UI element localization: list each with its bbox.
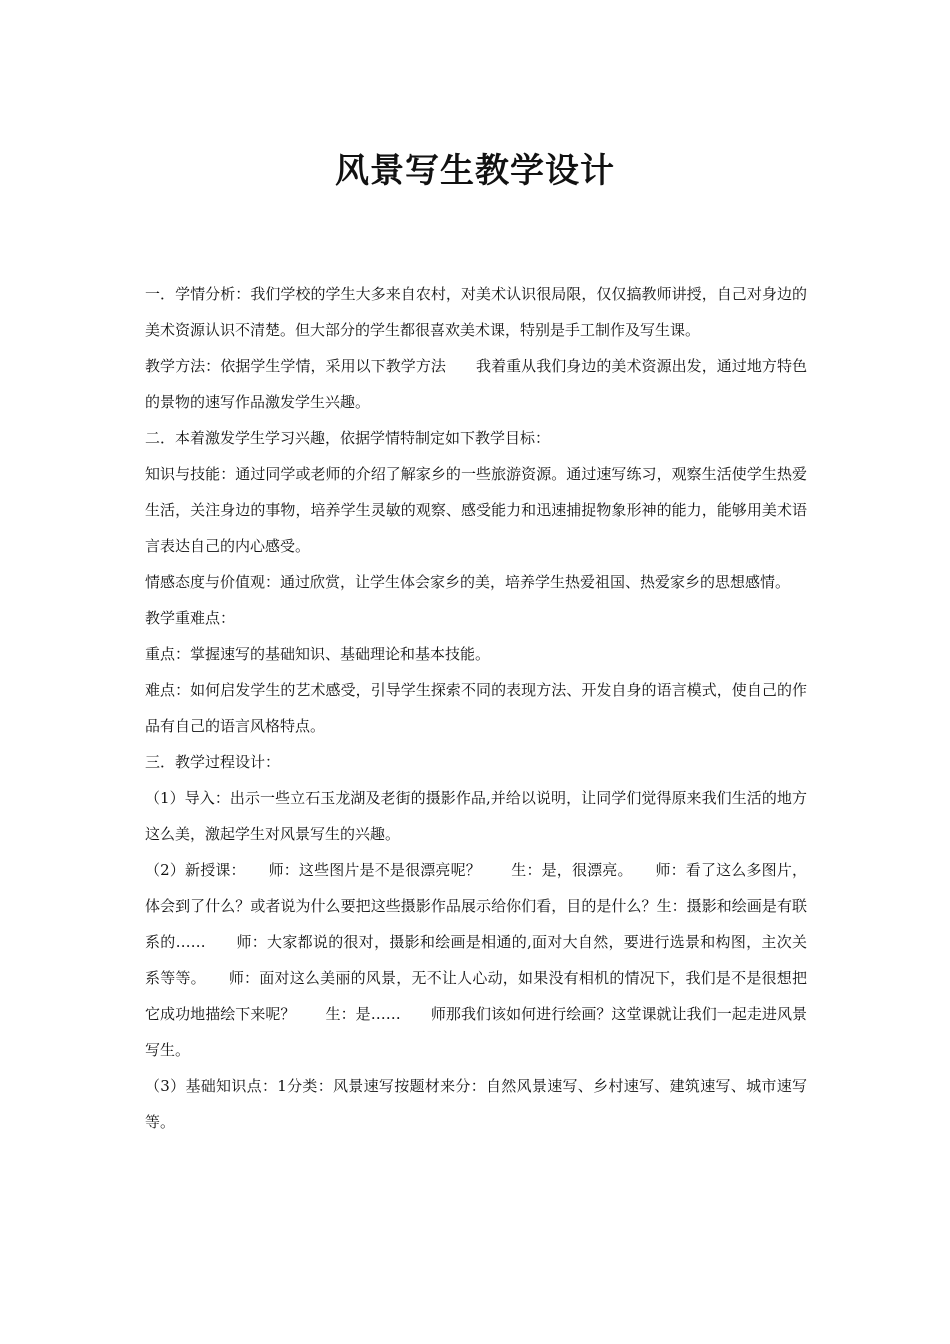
document-title: 风景写生教学设计 <box>335 151 615 191</box>
paragraph-new-lesson: （2）新授课： 师：这些图片是不是很漂亮呢？ 生：是，很漂亮。 师：看了这么多图片，体会到了什么？或者说为什么要把这些摄影作品展示给你们看，目的是什么？生：摄影和绘画是有联系的…… 师：大家都说的很对，摄影和绘画是相通的,面对大自然，要进行选景和构图，主次关系等等。 师：面对这么美丽的风景，无不让人心动，如果没有相机的情况下，我们是不是很想把它成功地描绘下来呢？ 生：是…… 师那我们该如何进行绘画？这堂课就让我们一起走进风景写生。 <box>145 861 807 1059</box>
paragraph-teaching-method: 教学方法：依据学生学情，采用以下教学方法 我着重从我们身边的美术资源出发，通过地方特色的景物的速写作品激发学生兴趣。 <box>145 357 807 411</box>
paragraph-key-points-heading: 教学重难点： <box>145 609 236 627</box>
paragraph-key-point: 重点：掌握速写的基础知识、基础理论和基本技能。 <box>145 645 491 663</box>
paragraph-basic-knowledge: （3）基础知识点：1分类：风景速写按题材来分：自然风景速写、乡村速写、建筑速写、城市速写等。 <box>145 1077 807 1131</box>
paragraph-goals-heading: 二．本着激发学生学习兴趣，依据学情特制定如下教学目标： <box>145 429 551 447</box>
paragraph-difficult-point: 难点：如何启发学生的艺术感受，引导学生探索不同的表现方法、开发自身的语言模式，使自己的作品有自己的语言风格特点。 <box>145 681 807 735</box>
paragraph-knowledge-skills: 知识与技能：通过同学或老师的介绍了解家乡的一些旅游资源。通过速写练习，观察生活使学生热爱生活，关注身边的事物，培养学生灵敏的观察、感受能力和迅速捕捉物象形神的能力，能够用美术语言表达自己的内心感受。 <box>145 465 807 555</box>
document-body <box>145 276 807 1140</box>
paragraph-introduction: （1）导入：出示一些立石玉龙湖及老街的摄影作品,并给以说明，让同学们觉得原来我们生活的地方这么美，激起学生对风景写生的兴趣。 <box>145 789 807 843</box>
paragraph-learning-analysis: 一．学情分析：我们学校的学生大多来自农村，对美术认识很局限，仅仅搞教师讲授，自己对身边的美术资源认识不清楚。但大部分的学生都很喜欢美术课，特别是手工制作及写生课。 <box>145 285 807 339</box>
paragraph-process-heading: 三．教学过程设计： <box>145 753 281 771</box>
paragraph-emotion-values: 情感态度与价值观：通过欣赏，让学生体会家乡的美，培养学生热爱祖国、热爱家乡的思想感情。 <box>145 573 791 591</box>
